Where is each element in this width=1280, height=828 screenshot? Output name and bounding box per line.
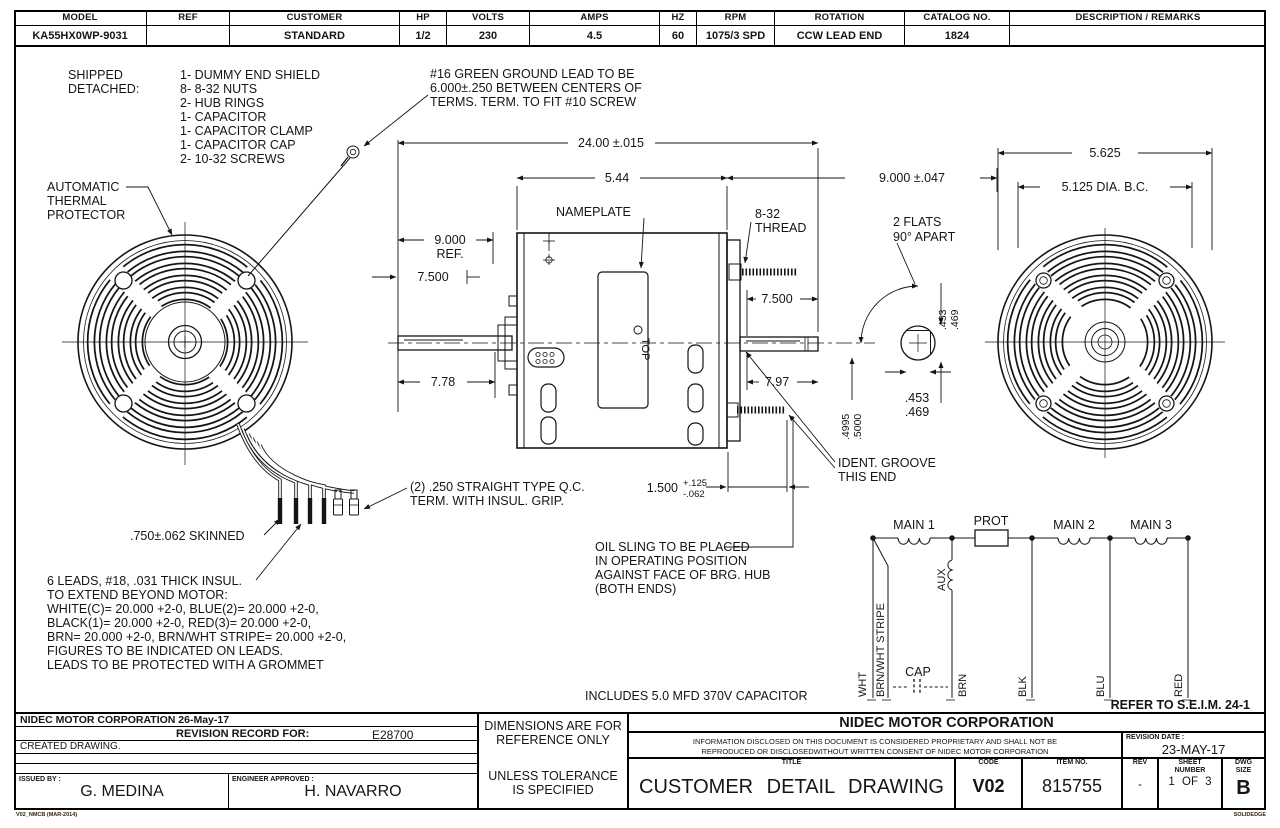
spec-col-hp bbox=[400, 10, 447, 45]
tolerance-note: UNLESS TOLERANCE bbox=[488, 769, 618, 783]
skinned-note: .750±.062 SKINNED bbox=[130, 529, 245, 543]
capacitor-note: INCLUDES 5.0 MFD 370V CAPACITOR bbox=[585, 689, 808, 703]
revision-date-label: REVISION DATE : bbox=[1126, 734, 1185, 741]
form-code: V02_NMCB (MAR-2014) bbox=[16, 812, 78, 818]
engineer-approved-label: ENGINEER APPROVED : bbox=[232, 776, 314, 783]
spec-label: HP bbox=[400, 10, 446, 26]
ground-lead bbox=[248, 95, 428, 276]
shipped-item: 1- CAPACITOR CAP bbox=[180, 138, 296, 152]
spec-value: 4.5 bbox=[586, 29, 603, 42]
motor-leads bbox=[238, 424, 359, 524]
code-label: CODE bbox=[978, 759, 999, 766]
top-orientation-label: TOP bbox=[639, 338, 651, 361]
spec-col-catalog bbox=[905, 10, 1010, 45]
spec-value: 230 bbox=[478, 29, 498, 42]
shipped-detached-label: DETACHED: bbox=[68, 82, 140, 96]
wire-label-wht: WHT bbox=[857, 671, 869, 697]
vent-slot bbox=[688, 384, 703, 412]
dim-groove: 1.500 bbox=[646, 481, 678, 495]
side-view-dimensions bbox=[372, 136, 997, 500]
prot-label: PROT bbox=[973, 514, 1009, 528]
vent-slot bbox=[541, 384, 556, 412]
ident-groove-label: THIS END bbox=[838, 470, 897, 484]
spec-value: CCW LEAD END bbox=[796, 29, 883, 42]
oil-sling-note: OIL SLING TO BE PLACED bbox=[595, 540, 750, 554]
two-flats-label: 2 FLATS bbox=[893, 215, 942, 229]
engineer-approved-name: H. NAVARRO bbox=[304, 783, 402, 800]
dim-left-flat: 7.500 bbox=[417, 270, 449, 284]
thermal-protector-note: THERMAL bbox=[47, 194, 107, 208]
company-name: NIDEC MOTOR CORPORATION bbox=[629, 714, 1264, 733]
ground-lead-note: #16 GREEN GROUND LEAD TO BE bbox=[430, 67, 635, 81]
dim-left-shaft: 9.000 bbox=[434, 233, 466, 247]
spec-value: 1/2 bbox=[415, 29, 431, 42]
revision-entry-empty bbox=[16, 764, 477, 774]
spec-value bbox=[1010, 26, 1266, 45]
qc-terminal bbox=[350, 490, 359, 515]
leads-note: LEADS TO BE PROTECTED WITH A GROMMET bbox=[47, 658, 324, 672]
spec-label: AMPS bbox=[530, 10, 659, 26]
leads-note: BLACK(1)= 20.000 +2-0, RED(3)= 20.000 +2-0, bbox=[47, 616, 312, 630]
main3-label: MAIN 3 bbox=[1130, 518, 1172, 532]
engineer-approved-cell bbox=[229, 774, 477, 808]
spec-value: STANDARD bbox=[284, 29, 345, 42]
motor-side-view bbox=[388, 233, 875, 448]
dim-shaft-dia: .5000 bbox=[852, 413, 864, 440]
dwg-size: B bbox=[1236, 777, 1251, 800]
spec-col-rotation bbox=[775, 10, 905, 45]
spec-col-model bbox=[14, 10, 147, 45]
spec-col-customer bbox=[230, 10, 400, 45]
bolt-hole bbox=[115, 272, 132, 289]
shipped-item: 2- HUB RINGS bbox=[180, 96, 265, 110]
issued-by-cell bbox=[16, 774, 229, 808]
tolerance-note: IS SPECIFIED bbox=[512, 783, 594, 797]
revision-record-label: REVISION RECORD FOR: bbox=[176, 728, 310, 740]
item-number: 815755 bbox=[1041, 775, 1103, 796]
revision-record-section bbox=[16, 714, 479, 808]
spec-col-ref bbox=[147, 10, 230, 45]
dim-flat: .469 bbox=[904, 405, 930, 419]
leads-note: 6 LEADS, #18, .031 THICK INSUL. bbox=[47, 574, 243, 588]
shaft-right bbox=[740, 337, 818, 351]
nameplate-label: NAMEPLATE bbox=[556, 205, 631, 219]
spec-label: MODEL bbox=[14, 10, 146, 26]
two-flats-label: 90° APART bbox=[893, 230, 956, 244]
corp-date: NIDEC MOTOR CORPORATION 26-May-17 bbox=[16, 714, 477, 727]
drawing-title: CUSTOMER DETAIL DRAWING bbox=[639, 775, 944, 798]
dim-body-length: 5.44 bbox=[604, 171, 630, 185]
spec-label: CATALOG NO. bbox=[905, 10, 1009, 26]
spec-label: RPM bbox=[697, 10, 774, 26]
vent-slot bbox=[541, 417, 556, 444]
sheet-number: 1 OF 3 bbox=[1168, 776, 1212, 789]
bolt-hole bbox=[115, 395, 132, 412]
oil-sling-note: (BOTH ENDS) bbox=[595, 582, 677, 596]
dim-shaft-dia: .4995 bbox=[840, 413, 852, 440]
capacitor-symbol bbox=[893, 679, 948, 695]
spec-label: DESCRIPTION / REMARKS bbox=[1010, 10, 1266, 26]
wire-label-blu: BLU bbox=[1095, 675, 1107, 697]
shipped-item: 1- CAPACITOR bbox=[180, 110, 267, 124]
spec-label: ROTATION bbox=[775, 10, 904, 26]
rev-label: REV bbox=[1132, 759, 1148, 766]
dimensions-note: DIMENSIONS ARE FOR bbox=[484, 719, 622, 733]
wire-label-brnwht: BRN/WHT STRIPE bbox=[875, 603, 887, 697]
ground-ring-terminal bbox=[347, 146, 359, 158]
dim-groove-tol: -.062 bbox=[683, 489, 705, 500]
issued-by-name: G. MEDINA bbox=[80, 783, 164, 800]
drawing-title-cell bbox=[629, 759, 956, 808]
spec-col-amps bbox=[530, 10, 660, 45]
main1-coil bbox=[898, 538, 930, 544]
dim-bolt-circle: 5.125 DIA. B.C. bbox=[1061, 180, 1149, 194]
oil-sling-note: IN OPERATING POSITION bbox=[595, 554, 747, 568]
dim-flat: .453 bbox=[904, 391, 930, 405]
wire-label-blk: BLK bbox=[1017, 676, 1029, 697]
bolt-hole bbox=[238, 395, 255, 412]
thread-label: 8-32 bbox=[755, 207, 781, 221]
shipped-item: 2- 10-32 SCREWS bbox=[180, 152, 285, 166]
aux-coil bbox=[948, 560, 952, 590]
dim-right-flat: 7.500 bbox=[761, 292, 793, 306]
protector-symbol bbox=[975, 530, 1008, 546]
spec-col-volts bbox=[447, 10, 530, 45]
thread-label: THREAD bbox=[755, 221, 807, 235]
spec-label: HZ bbox=[660, 10, 696, 26]
solidedge-stamp: SOLIDEDGE bbox=[1233, 812, 1266, 818]
title-label: TITLE bbox=[781, 759, 802, 766]
issued-by-label: ISSUED BY : bbox=[19, 776, 61, 783]
qc-terminal bbox=[334, 490, 343, 515]
bolt-hole bbox=[238, 272, 255, 289]
motor-shaft-end-view bbox=[985, 146, 1225, 458]
spec-value: 1075/3 SPD bbox=[705, 29, 766, 42]
shipped-item: 8- 8-32 NUTS bbox=[180, 82, 258, 96]
leads-note: WHITE(C)= 20.000 +2-0, BLUE(2)= 20.000 +2-0, bbox=[47, 602, 319, 616]
rev-value: - bbox=[1138, 778, 1142, 791]
wiring-schematic bbox=[857, 514, 1191, 700]
shipped-detached-label: SHIPPED bbox=[68, 68, 123, 82]
refer-note: REFER TO S.E.I.M. 24-1 bbox=[1110, 698, 1250, 712]
terminal-plate bbox=[528, 348, 564, 367]
spec-col-hz bbox=[660, 10, 697, 45]
qc-term-note: TERM. WITH INSUL. GRIP. bbox=[410, 494, 564, 508]
leads-note: BRN= 20.000 +2-0, BRN/WHT STRIPE= 20.000 +2-0, bbox=[47, 630, 347, 644]
shaft-section-detail bbox=[861, 243, 961, 419]
dim-flat: .469 bbox=[949, 309, 961, 330]
dim-right-ext: 7.97 bbox=[764, 375, 790, 389]
spec-col-description bbox=[1010, 10, 1266, 45]
main1-label: MAIN 1 bbox=[893, 518, 935, 532]
item-number-label: ITEM NO. bbox=[1056, 759, 1088, 766]
sheet-number-cell bbox=[1159, 759, 1223, 808]
dim-left-ext: 7.78 bbox=[430, 375, 456, 389]
dim-groove-tol: +.125 bbox=[683, 478, 708, 489]
dim-right-shaft: 9.000 ±.047 bbox=[879, 171, 945, 185]
revision-entry: CREATED DRAWING. bbox=[16, 741, 477, 754]
wire-label-red: RED bbox=[1173, 673, 1185, 697]
vent-slot bbox=[688, 345, 703, 373]
main2-coil bbox=[1058, 538, 1090, 544]
revision-date: 23-MAY-17 bbox=[1161, 742, 1226, 757]
main3-coil bbox=[1135, 538, 1167, 544]
cap-label: CAP bbox=[905, 665, 931, 679]
thermal-protector-note: PROTECTOR bbox=[47, 208, 126, 222]
dim-left-shaft-ref: REF. bbox=[436, 247, 464, 261]
wire-label-brn: BRN bbox=[957, 673, 969, 697]
title-block bbox=[14, 712, 1266, 810]
code-value: V02 bbox=[972, 775, 1005, 796]
leads-note: TO EXTEND BEYOND MOTOR: bbox=[47, 588, 228, 602]
revision-entry-empty bbox=[16, 754, 477, 764]
spec-value: 60 bbox=[671, 29, 685, 42]
dwg-size-cell bbox=[1223, 759, 1264, 808]
spec-value: KA55HX0WP-9031 bbox=[32, 29, 128, 42]
dwg-size-label: SIZE bbox=[1235, 766, 1252, 774]
dim-end-od: 5.625 bbox=[1089, 146, 1121, 160]
disclaimer-line: INFORMATION DISCLOSED ON THIS DOCUMENT IS CONSIDERED PROPRIETARY AND SHALL NOT BE bbox=[692, 737, 1058, 746]
rev-cell bbox=[1123, 759, 1159, 808]
title-section bbox=[629, 714, 1264, 808]
dwg-size-label: DWG bbox=[1234, 759, 1253, 766]
spec-value: 1824 bbox=[944, 29, 970, 42]
motor-spec-table bbox=[14, 10, 1266, 47]
motor-lead-end-view bbox=[62, 222, 308, 465]
dim-overall-length: 24.00 ±.015 bbox=[578, 136, 644, 150]
oil-sling-note: AGAINST FACE OF BRG. HUB bbox=[595, 568, 771, 582]
aux-label: AUX bbox=[936, 568, 948, 591]
motor-body bbox=[517, 233, 727, 448]
vent-slot bbox=[688, 423, 703, 445]
spec-label: VOLTS bbox=[447, 10, 529, 26]
ident-groove-label: IDENT. GROOVE bbox=[838, 456, 936, 470]
disclaimer-line: REPRODUCED OR DISCLOSEDWITHOUT WRITTEN CONSENT OF NIDEC MOTOR CORPORATION bbox=[701, 747, 1049, 757]
tolerance-note-cell bbox=[479, 714, 629, 808]
spec-label: REF bbox=[147, 10, 229, 26]
dim-flat: .453 bbox=[937, 309, 949, 330]
sheet-label: NUMBER bbox=[1174, 766, 1206, 774]
proprietary-disclaimer bbox=[629, 733, 1123, 757]
item-number-cell bbox=[1023, 759, 1123, 808]
spec-value bbox=[147, 26, 229, 45]
revision-date-cell bbox=[1123, 733, 1264, 757]
motor-drawing-canvas bbox=[14, 47, 1266, 712]
shipped-item: 1- DUMMY END SHIELD bbox=[180, 68, 321, 82]
spec-col-rpm bbox=[697, 10, 775, 45]
code-cell bbox=[956, 759, 1023, 808]
dimensions-note: REFERENCE ONLY bbox=[496, 733, 610, 747]
shipped-item: 1- CAPACITOR CLAMP bbox=[180, 124, 313, 138]
ground-lead-note: TERMS. TERM. TO FIT #10 SCREW bbox=[430, 95, 637, 109]
main2-label: MAIN 2 bbox=[1053, 518, 1095, 532]
leads-note: FIGURES TO BE INDICATED ON LEADS. bbox=[47, 644, 284, 658]
ground-lead-note: 6.000±.250 BETWEEN CENTERS OF bbox=[430, 81, 642, 95]
revision-record-value: E28700 bbox=[372, 728, 414, 742]
sheet-label: SHEET bbox=[1178, 759, 1202, 766]
spec-label: CUSTOMER bbox=[230, 10, 399, 26]
qc-term-note: (2) .250 STRAIGHT TYPE Q.C. bbox=[410, 480, 585, 494]
thermal-protector-note: AUTOMATIC bbox=[47, 180, 120, 194]
